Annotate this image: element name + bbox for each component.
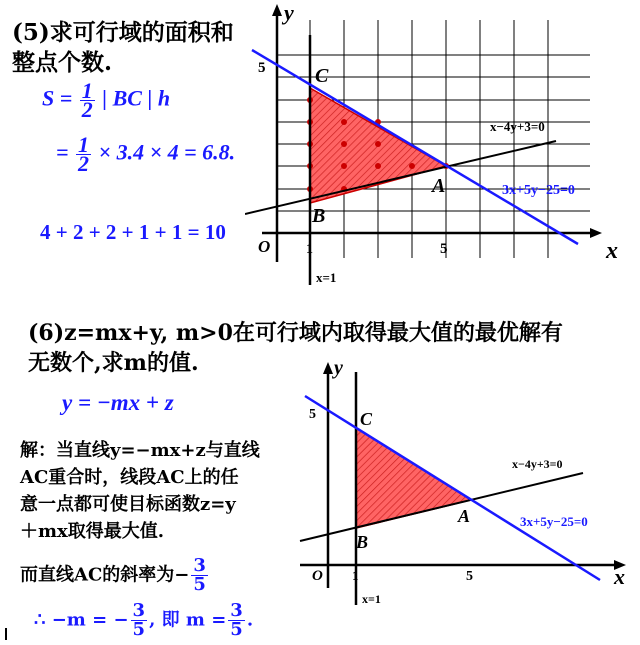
area-formula [42, 78, 171, 122]
area-formula-rest: | BC | h [102, 85, 171, 111]
area-formula-num: 1 [81, 78, 93, 103]
part5-heading: (5)求可行域的面积和 [12, 19, 234, 46]
area-calc [56, 132, 236, 176]
graph2-tick-5-x: 5 [466, 569, 473, 584]
area-formula-den: 2 [81, 97, 93, 122]
graph2-label-x: x [614, 564, 625, 589]
slope-den: 5 [193, 574, 206, 595]
graph1-line1-label: x−4y+3=0 [490, 119, 545, 134]
therefore-num1: 3 [132, 600, 146, 621]
graph2-point-c: C [360, 409, 373, 429]
graph2-line2-label: 3x+5y−25=0 [520, 514, 588, 529]
therefore-lead: ∴ −m = − [34, 609, 129, 631]
y-axis-arrow [272, 4, 282, 16]
part6-heading-2: 无数个,求m的值. [28, 350, 199, 376]
slope-line [20, 557, 210, 594]
graph1-tick-5-x: 5 [440, 241, 448, 257]
graph2-point-a: A [458, 506, 471, 526]
solution-line-1: 解：当直线y=−mx+z与直线 [20, 440, 260, 461]
graph1-tick-5-y: 5 [258, 60, 266, 76]
graph2-tick-1: 1 [352, 568, 359, 583]
graph1-line2-label: 3x+5y−25=0 [502, 183, 575, 198]
area-calc-eq: = [56, 139, 69, 165]
graph1-tick-1: 1 [306, 242, 313, 257]
area-calc-den: 2 [78, 151, 90, 176]
graph-feasible-region-2 [295, 355, 640, 610]
slope-num: 3 [193, 555, 206, 576]
part6-heading: (6)z=mx+y, m>0在可行域内取得最大值的最优解有 [28, 320, 563, 346]
therefore-den2: 5 [230, 619, 243, 640]
solution-line-3: 意一点都可使目标函数z=y [20, 494, 236, 515]
slope-text: 而直线AC的斜率为− [20, 564, 190, 586]
part5-heading-2: 整点个数. [12, 49, 113, 76]
therefore-den1: 5 [132, 619, 146, 640]
graph2-line3-label: x=1 [362, 592, 381, 606]
graph1-label-y: y [284, 0, 294, 25]
graph1-line3-label: x=1 [316, 270, 337, 285]
graph1-point-c: C [315, 65, 329, 87]
graph2-line1-label: x−4y+3=0 [512, 457, 563, 471]
graph1-point-a: A [432, 175, 446, 197]
therefore-end: . [246, 609, 254, 631]
graph1-point-b: B [312, 205, 326, 227]
graph2-label-y: y [334, 357, 343, 379]
lattice-count: 4 + 2 + 2 + 1 + 1 = 10 [40, 220, 226, 244]
therefore-line [34, 602, 253, 639]
graph1-label-o: O [258, 237, 271, 256]
y-axis-arrow-2 [323, 362, 333, 374]
therefore-num2: 3 [230, 600, 243, 621]
objective-function: y = −mx + z [62, 390, 174, 415]
graph2-label-o: O [312, 568, 323, 584]
graph-feasible-region-1 [245, 0, 635, 290]
therefore-mid: , 即 m = [149, 609, 227, 631]
graph2-point-b: B [356, 532, 369, 552]
solution-line-4: ＋mx取得最大值. [20, 521, 165, 542]
solution-line-2: AC重合时，线段AC上的任 [20, 467, 239, 488]
area-calc-rest: × 3.4 × 4 = 6.8. [98, 139, 236, 165]
text-cursor [5, 628, 7, 640]
graph2-tick-5-y: 5 [309, 407, 316, 422]
graph1-label-x: x [606, 238, 618, 264]
area-calc-num: 1 [78, 132, 90, 157]
line-3x-5y-minus-25-2 [305, 396, 600, 580]
area-formula-lhs: S = [42, 85, 73, 111]
x-axis-arrow [590, 228, 602, 238]
